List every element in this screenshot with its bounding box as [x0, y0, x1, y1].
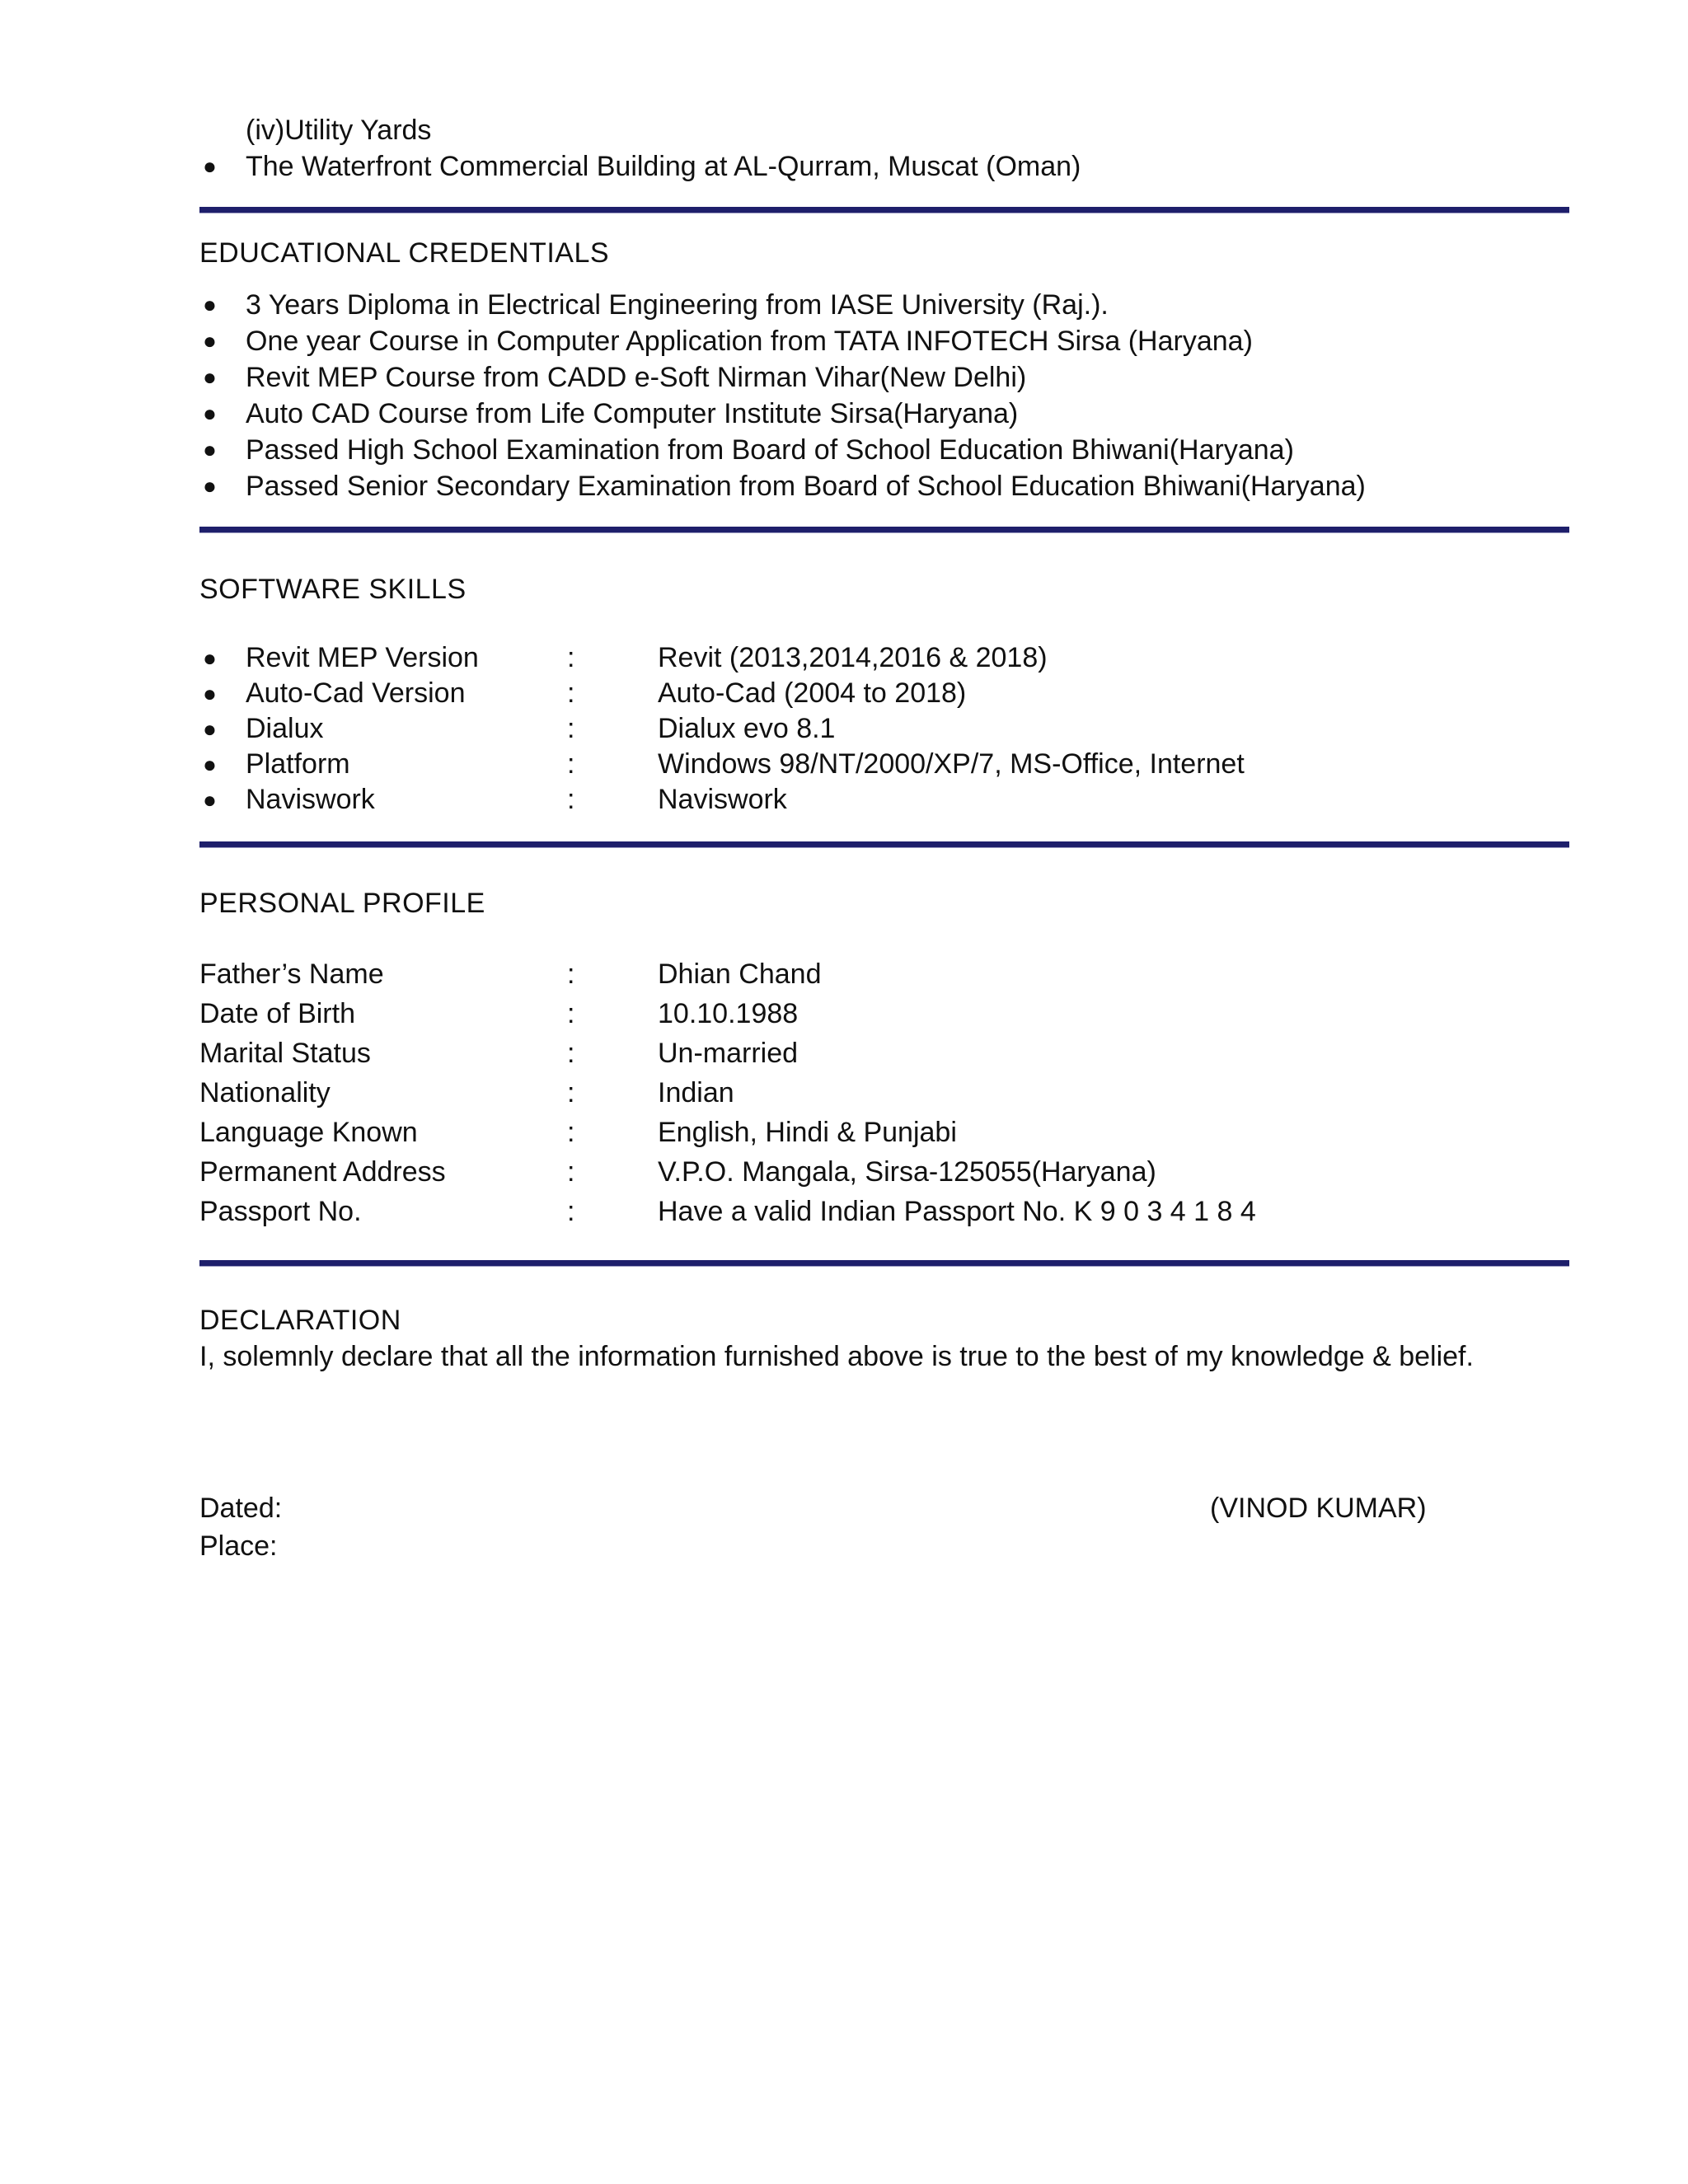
- separator: :: [567, 998, 575, 1029]
- bullet-icon: ●: [203, 292, 217, 317]
- sub-item-text: (iv)Utility Yards: [246, 115, 432, 146]
- list-item: [199, 711, 1568, 747]
- list-item-text: Passed Senior Secondary Examination from Board of School Education Bhiwani(Haryana): [246, 471, 1366, 502]
- separator: :: [567, 1077, 575, 1108]
- declaration-heading: DECLARATION: [199, 1305, 401, 1336]
- profile-value: Have a valid Indian Passport No. K 9 0 3 4 1 8 4: [658, 1196, 1256, 1227]
- dated-label: Dated:: [199, 1493, 283, 1524]
- section-divider: [199, 207, 1569, 213]
- bullet-icon: ●: [203, 645, 217, 671]
- bullet-icon: ●: [203, 364, 217, 390]
- skill-value: Naviswork: [658, 784, 787, 815]
- skill-value: Revit (2013,2014,2016 & 2018): [658, 642, 1048, 673]
- profile-value: V.P.O. Mangala, Sirsa-125055(Haryana): [658, 1156, 1156, 1188]
- section-divider: [199, 1260, 1569, 1267]
- section-divider: [199, 841, 1569, 848]
- list-item: [199, 747, 1568, 782]
- skill-label: Revit MEP Version: [246, 642, 479, 673]
- skill-value: Dialux evo 8.1: [658, 713, 836, 744]
- separator: :: [567, 1038, 575, 1069]
- profile-label: Nationality: [199, 1077, 331, 1108]
- place-label: Place:: [199, 1530, 278, 1562]
- list-item-text: Passed High School Examination from Board of School Education Bhiwani(Haryana): [246, 434, 1294, 466]
- software-list: [199, 640, 1568, 818]
- bullet-icon: ●: [203, 153, 217, 179]
- bullet-icon: ●: [203, 681, 217, 706]
- list-item: [199, 640, 1568, 676]
- separator: :: [567, 784, 575, 815]
- profile-value: English, Hindi & Punjabi: [658, 1117, 957, 1148]
- bullet-icon: ●: [203, 752, 217, 777]
- separator: :: [567, 1156, 575, 1188]
- list-item: [199, 323, 1568, 359]
- list-item-text: 3 Years Diploma in Electrical Engineering from IASE University (Raj.).: [246, 289, 1109, 321]
- separator: :: [567, 958, 575, 990]
- bullet-icon: ●: [203, 328, 217, 354]
- profile-value: Dhian Chand: [658, 958, 822, 990]
- separator: :: [567, 713, 575, 744]
- list-item: [199, 432, 1568, 468]
- separator: :: [567, 677, 575, 709]
- profile-label: Passport No.: [199, 1196, 362, 1227]
- profile-value: 10.10.1988: [658, 998, 799, 1029]
- education-heading: EDUCATIONAL CREDENTIALS: [199, 237, 610, 269]
- profile-value: Un-married: [658, 1038, 799, 1069]
- separator: :: [567, 1196, 575, 1227]
- profile-label: Permanent Address: [199, 1156, 446, 1188]
- profile-row: [199, 1117, 1568, 1156]
- bullet-icon: ●: [203, 787, 217, 813]
- section-divider: [199, 527, 1569, 533]
- profile-row: [199, 1038, 1568, 1077]
- bullet-icon: ●: [203, 473, 217, 499]
- project-list: [199, 148, 1568, 185]
- bullet-icon: ●: [203, 401, 217, 426]
- skill-label: Dialux: [246, 713, 324, 744]
- list-item: [199, 782, 1568, 818]
- list-item-text: Revit MEP Course from CADD e-Soft Nirman Vihar(New Delhi): [246, 362, 1027, 393]
- list-item-text: The Waterfront Commercial Building at AL-Qurram, Muscat (Oman): [246, 151, 1081, 182]
- bullet-icon: ●: [203, 437, 217, 462]
- profile-row: [199, 1077, 1568, 1117]
- skill-value: Windows 98/NT/2000/XP/7, MS-Office, Internet: [658, 748, 1245, 780]
- profile-row: [199, 1196, 1568, 1235]
- skill-value: Auto-Cad (2004 to 2018): [658, 677, 967, 709]
- list-item-text: One year Course in Computer Application from TATA INFOTECH Sirsa (Haryana): [246, 326, 1253, 357]
- list-item: [199, 287, 1568, 323]
- separator: :: [567, 748, 575, 780]
- profile-value: Indian: [658, 1077, 734, 1108]
- separator: :: [567, 1117, 575, 1148]
- signature-name: (VINOD KUMAR): [1210, 1493, 1427, 1524]
- list-item: [199, 468, 1568, 504]
- skill-label: Auto-Cad Version: [246, 677, 466, 709]
- declaration-text: I, solemnly declare that all the information furnished above is true to the best of my knowledge & belief.: [199, 1341, 1474, 1372]
- list-item: [199, 676, 1568, 711]
- profile-label: Marital Status: [199, 1038, 371, 1069]
- profile-label: Date of Birth: [199, 998, 355, 1029]
- education-list: [199, 287, 1568, 504]
- skill-label: Naviswork: [246, 784, 375, 815]
- software-heading: SOFTWARE SKILLS: [199, 574, 467, 605]
- separator: :: [567, 642, 575, 673]
- list-item: [199, 148, 1568, 185]
- list-item: [199, 359, 1568, 396]
- profile-row: [199, 1156, 1568, 1196]
- bullet-icon: ●: [203, 716, 217, 742]
- profile-row: [199, 958, 1568, 998]
- profile-label: Father’s Name: [199, 958, 384, 990]
- skill-label: Platform: [246, 748, 350, 780]
- personal-details: [199, 958, 1568, 1235]
- personal-heading: PERSONAL PROFILE: [199, 888, 485, 919]
- profile-row: [199, 998, 1568, 1038]
- list-item: [199, 396, 1568, 432]
- list-item-text: Auto CAD Course from Life Computer Institute Sirsa(Haryana): [246, 398, 1019, 429]
- profile-label: Language Known: [199, 1117, 418, 1148]
